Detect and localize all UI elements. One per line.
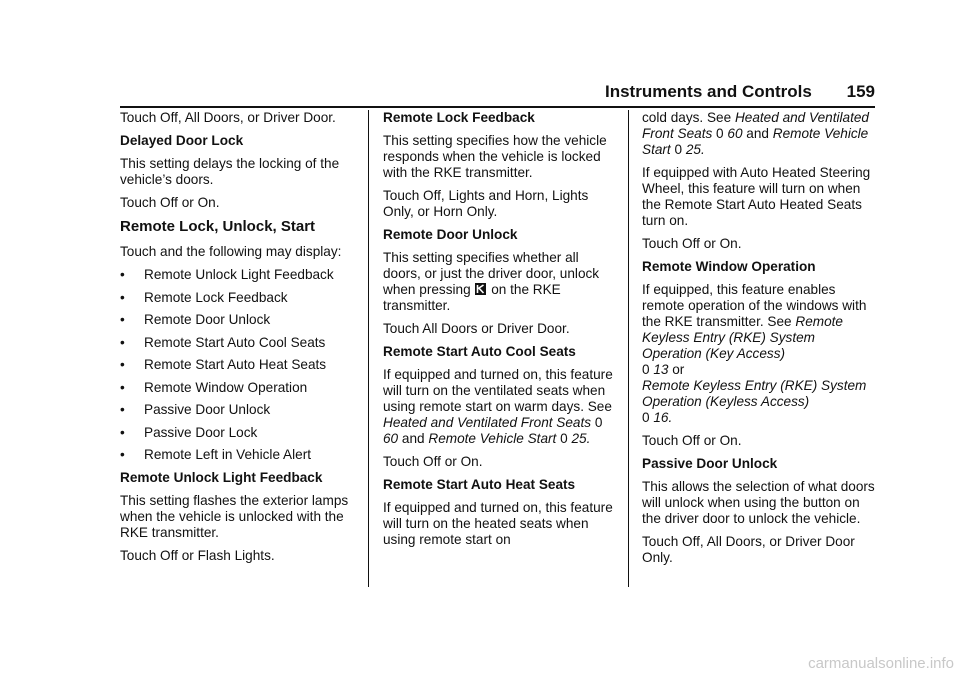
page-ref-arrow-icon: 0 (642, 410, 650, 425)
paragraph (383, 367, 615, 447)
paragraph-text: on the RKE transmitter. (383, 282, 561, 313)
list-item (120, 267, 358, 283)
bullet-icon: • (120, 447, 125, 462)
paragraph: Touch Off or Flash Lights. (120, 547, 275, 563)
list-item-label: Remote Left in Vehicle Alert (144, 447, 311, 462)
subheading-remote-window-operation: Remote Window Operation (642, 259, 816, 274)
column-1 (120, 110, 358, 571)
bullet-icon: • (120, 379, 125, 395)
paragraph: This setting flashes the exterior lamps when the vehicle is unlocked with the RKE transmitter. (120, 492, 349, 540)
page-ref[interactable]: 25. (571, 431, 591, 446)
paragraph: Touch Off, All Doors, or Driver Door. (120, 110, 336, 125)
paragraph (642, 282, 876, 426)
bullet-icon: • (120, 267, 125, 282)
subheading-passive-door-unlock: Passive Door Unlock (642, 456, 778, 471)
paragraph: Touch Off, Lights and Horn, Lights Only, or Horn Only. (383, 188, 589, 219)
paragraph: Touch All Doors or Driver Door. (383, 321, 570, 336)
bullet-icon: • (120, 424, 125, 440)
column-divider (368, 110, 369, 587)
paragraph-text: This setting specifies whether all doors, or just the driver door, unlock when pressing (383, 250, 600, 297)
cross-reference-link[interactable]: Heated and Ventilated Front Seats (383, 415, 592, 430)
page-ref-arrow-icon: 0 (642, 362, 650, 377)
watermark: carmanualsonline.info (808, 655, 954, 672)
cross-reference-link[interactable]: Remote Vehicle Start (642, 126, 869, 157)
section-title: Instruments and Controls (605, 82, 812, 101)
paragraph: Touch Off or On. (642, 433, 742, 448)
paragraph-text: or (672, 362, 685, 377)
bullet-icon: • (120, 334, 125, 350)
page-ref-arrow-icon: 0 (594, 415, 603, 430)
paragraph: If equipped and turned on, this feature will turn on the heated seats when using remote start on (383, 500, 613, 547)
subheading-remote-unlock-light-feedback: Remote Unlock Light Feedback (120, 469, 323, 485)
paragraph: This setting delays the locking of the vehicle’s doors. (120, 156, 340, 187)
column-3 (642, 110, 876, 573)
subheading-remote-start-auto-heat-seats: Remote Start Auto Heat Seats (383, 477, 576, 492)
subheading-remote-door-unlock: Remote Door Unlock (383, 227, 518, 242)
list-item-label: Passive Door Unlock (144, 402, 271, 417)
bullet-icon: • (120, 357, 125, 372)
page-number: 159 (846, 82, 875, 101)
page-ref-arrow-icon: 0 (674, 142, 683, 157)
list-item (120, 380, 358, 396)
list-item-label: Remote Door Unlock (144, 312, 271, 327)
list-item (120, 290, 358, 306)
page-ref[interactable]: 16. (653, 410, 673, 425)
cross-reference-link[interactable]: Remote Keyless Entry (RKE) System Operation (Key Access) (642, 314, 843, 361)
list-item (120, 402, 358, 418)
paragraph (383, 250, 615, 314)
list-item-label: Passive Door Lock (144, 424, 258, 440)
page-ref[interactable]: 60 (727, 126, 743, 141)
header-rule (120, 106, 875, 108)
page-ref-arrow-icon: 0 (716, 126, 724, 141)
paragraph: This setting specifies how the vehicle responds when the vehicle is locked with the RKE transmitter. (383, 133, 607, 180)
paragraph: Touch Off, All Doors, or Driver Door Only. (642, 534, 855, 565)
page-header (605, 82, 875, 108)
paragraph: Touch Off or On. (120, 195, 220, 210)
bullet-list (120, 267, 358, 463)
list-item-label: Remote Start Auto Cool Seats (144, 334, 326, 350)
list-item-label: Remote Window Operation (144, 379, 308, 395)
unlock-key-icon (475, 283, 486, 295)
cross-reference-link[interactable]: Remote Vehicle Start (428, 431, 557, 446)
bullet-icon: • (120, 402, 125, 417)
column-divider (628, 110, 629, 587)
paragraph: Touch Off or On. (383, 454, 483, 469)
paragraph-text: and (401, 431, 425, 446)
cross-reference-link[interactable]: Heated and Ventilated Front Seats (642, 110, 869, 141)
paragraph-text: cold days. See (642, 110, 732, 125)
list-item (120, 447, 358, 463)
list-item (120, 312, 358, 328)
paragraph: Touch Off or On. (642, 236, 742, 251)
column-2 (383, 110, 615, 555)
list-item (120, 335, 358, 351)
list-item-label: Remote Start Auto Heat Seats (144, 357, 327, 372)
subheading-delayed-door-lock: Delayed Door Lock (120, 133, 244, 148)
paragraph: Touch and the following may display: (120, 244, 342, 259)
paragraph (642, 110, 876, 158)
bullet-icon: • (120, 312, 125, 327)
page-ref[interactable]: 60 (383, 431, 399, 446)
page-ref[interactable]: 13 (653, 362, 669, 377)
section-heading: Remote Lock, Unlock, Start (120, 218, 316, 235)
page-ref-arrow-icon: 0 (560, 431, 568, 446)
subheading-remote-lock-feedback: Remote Lock Feedback (383, 110, 535, 125)
paragraph-text: and (746, 126, 769, 141)
list-item (120, 425, 358, 441)
paragraph: This allows the selection of what doors will unlock when using the button on the driver door to unlock the vehicle. (642, 479, 875, 526)
paragraph-text: If equipped, this feature enables remote operation of the windows with the RKE transmitter. See (642, 282, 867, 329)
bullet-icon: • (120, 289, 125, 305)
list-item-label: Remote Lock Feedback (144, 289, 288, 305)
paragraph: If equipped with Auto Heated Steering Wheel, this feature will turn on when the Remote Start Auto Heated Seats turn on. (642, 165, 871, 228)
list-item-label: Remote Unlock Light Feedback (144, 267, 334, 282)
cross-reference-link[interactable]: Remote Keyless Entry (RKE) System Operation (Keyless Access) (642, 378, 867, 409)
paragraph-text: If equipped and turned on, this feature will turn on the ventilated seats when using remote start on warm days. See (383, 367, 613, 414)
subheading-remote-start-auto-cool-seats: Remote Start Auto Cool Seats (383, 344, 576, 359)
list-item (120, 357, 358, 373)
page-ref[interactable]: 25. (685, 142, 705, 157)
